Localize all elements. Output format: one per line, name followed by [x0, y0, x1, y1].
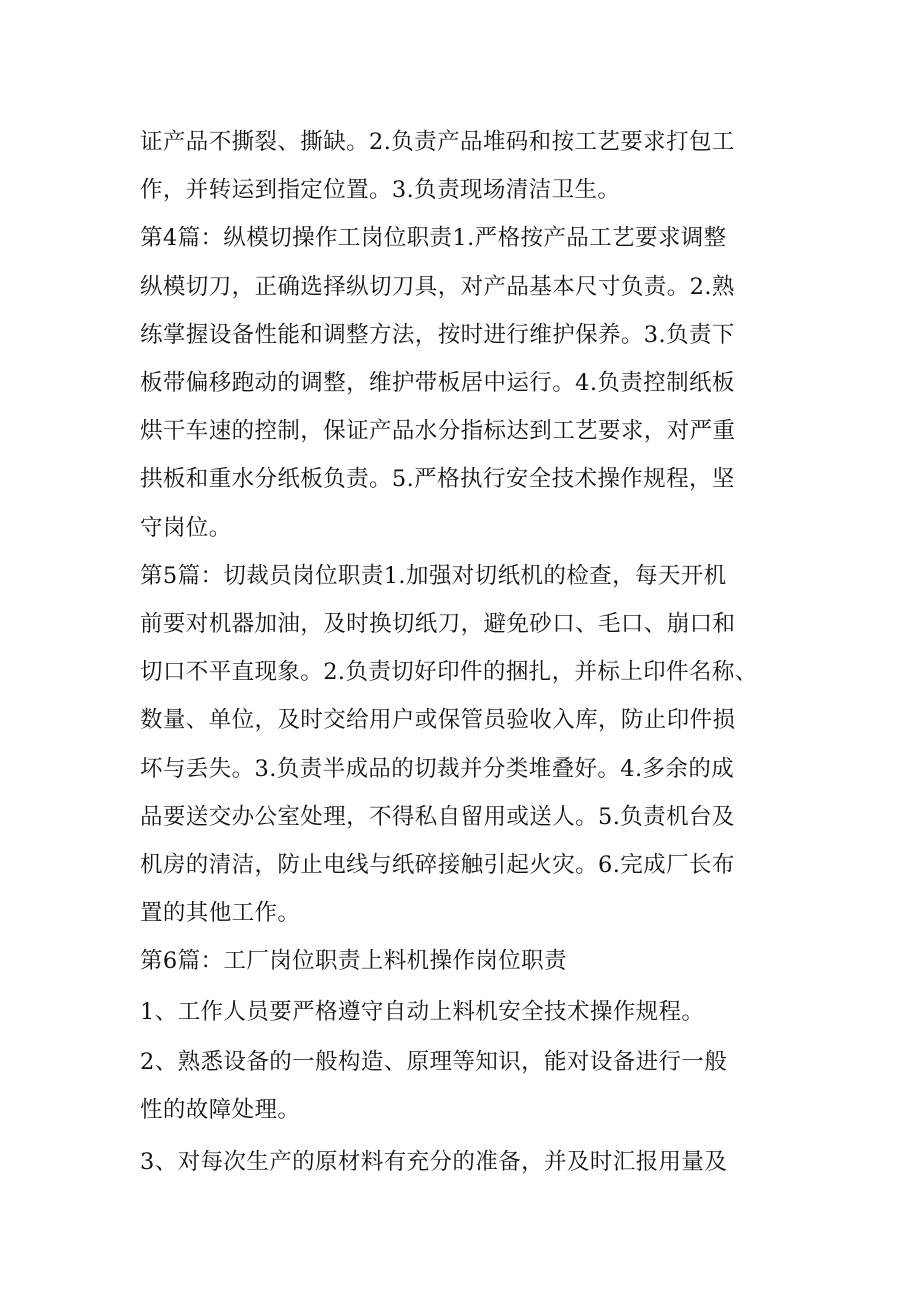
document-body: [140, 118, 785, 1186]
text-line: 2、熟悉设备的一般构造、原理等知识，能对设备进行一般: [140, 1048, 728, 1075]
text-line: 1、工作人员要严格遵守自动上料机安全技术操作规程。: [140, 998, 705, 1025]
text-line: 性的故障处理。: [140, 1097, 301, 1124]
text-line: 证产品不撕裂、撕缺。2.负责产品堆码和按工艺要求打包工: [140, 129, 735, 155]
text-line: 机房的清洁，防止电线与纸碎接触引起火灾。6.完成厂长布: [140, 852, 735, 879]
text-line: 数量、单位，及时交给用户或保管员验收入库，防止印件损: [140, 707, 736, 734]
paragraph-item-1: [140, 988, 785, 1036]
text-line: 拱板和重水分纸板负责。5.严格执行安全技术操作规程，坚: [140, 466, 735, 493]
paragraph-continuation: [140, 118, 785, 214]
text-line: 品要送交办公室处理，不得私自留用或送人。5.负责机台及: [140, 803, 735, 830]
paragraph-section-4: [140, 214, 785, 551]
paragraph-section-6-title: [140, 937, 785, 985]
text-line: 前要对机器加油，及时换切纸刀，避免砂口、毛口、崩口和: [140, 611, 736, 638]
paragraph-item-3: [140, 1138, 785, 1186]
text-line: 第6篇：工厂岗位职责上料机操作岗位职责: [140, 948, 567, 975]
text-line: 板带偏移跑动的调整，维护带板居中运行。4.负责控制纸板: [140, 370, 735, 397]
text-line: 纵模切刀，正确选择纵切刀具，对产品基本尺寸负责。2.熟: [140, 273, 735, 300]
text-line: 练掌握设备性能和调整方法，按时进行维护保养。3.负责下: [140, 321, 735, 348]
text-line: 第4篇：纵模切操作工岗位职责1.严格按产品工艺要求调整: [140, 225, 727, 252]
text-line: 置的其他工作。: [140, 900, 301, 927]
text-line: 第5篇：切裁员岗位职责1.加强对切纸机的检查，每天开机: [140, 562, 727, 589]
paragraph-section-5: [140, 552, 785, 938]
text-line: 作，并转运到指定位置。3.负责现场清洁卫生。: [140, 177, 621, 204]
text-line: 烘干车速的控制，保证产品水分指标达到工艺要求，对严重: [140, 418, 736, 445]
text-line: 切口不平直现象。2.负责切好印件的捆扎，并标上印件名称、: [140, 659, 758, 686]
text-line: 守岗位。: [140, 514, 232, 541]
text-line: 3、对每次生产的原材料有充分的准备，并及时汇报用量及: [140, 1149, 728, 1176]
text-line: 坏与丢失。3.负责半成品的切裁并分类堆叠好。4.多余的成: [140, 755, 735, 782]
paragraph-item-2: [140, 1038, 785, 1134]
